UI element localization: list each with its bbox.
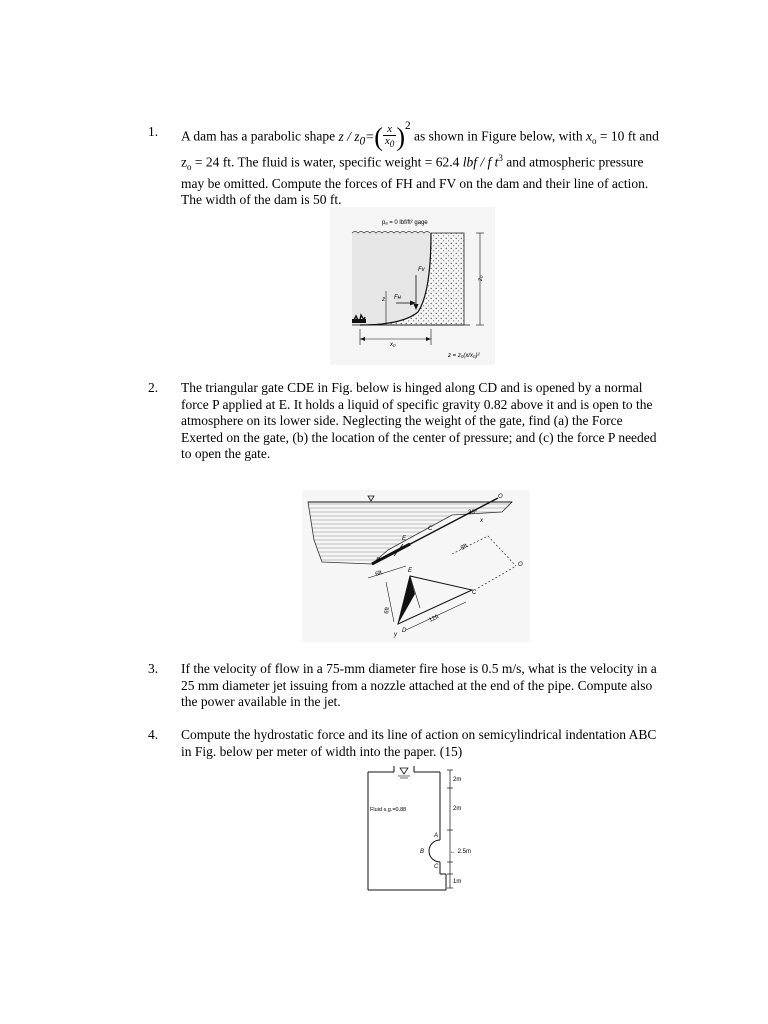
label-o-lower: O bbox=[518, 562, 523, 568]
dim-6ft-top: 6ft bbox=[374, 570, 383, 578]
label-d: D bbox=[376, 558, 381, 564]
problem-2-line-1: The triangular gate CDE in Fig. below is hinged along CD and is opened by a normal bbox=[181, 380, 643, 395]
problem-number: 1. bbox=[148, 124, 159, 139]
label-d-lower: D bbox=[402, 628, 407, 634]
problem-text bbox=[181, 727, 673, 760]
label-e: E bbox=[402, 536, 407, 542]
dim-top-2m: 2m bbox=[453, 777, 462, 783]
problem-3-line-2: 25 mm diameter jet issuing from a nozzle attached at the end of the pipe. Compute also bbox=[181, 677, 653, 693]
label-x-top: x bbox=[480, 518, 483, 524]
equation-lhs: $z / z_0=$ bbox=[338, 128, 375, 148]
problem-2-line-3: atmosphere on its lower side. Neglecting the weight of the gate, find (a) the Force bbox=[181, 413, 623, 428]
z-axis-label: z bbox=[382, 297, 385, 303]
label-y: y bbox=[394, 632, 397, 638]
figure-semicylindrical-indentation bbox=[364, 764, 474, 892]
label-e-lower: E bbox=[408, 568, 413, 574]
problem-2-line-4: Exerted on the gate, (b) the location of the center of pressure; and (c) the force P needed bbox=[181, 429, 657, 445]
problem-4-line-1: Compute the hydrostatic force and its line of action on semicylindrical indentation ABC bbox=[181, 727, 657, 742]
figure-parabolic-dam bbox=[330, 207, 495, 365]
problem-text bbox=[181, 116, 673, 209]
problem-1-line-3: may be omitted. Compute the forces of FH and FV on the dam and their line of action. bbox=[181, 175, 649, 191]
label-c-lower: C bbox=[472, 590, 477, 596]
z0-label: z₀ bbox=[478, 275, 484, 281]
problem-3-line-1: If the velocity of flow in a 75-mm diameter fire hose is 0.5 m/s, what is the velocity in a bbox=[181, 661, 657, 676]
problem-text bbox=[181, 380, 673, 463]
problem-1-line-2: $z_o = 24$ ft. The fluid is water, specific weight = 62.4 lbf / f $t^3$ and atmospheric pressure bbox=[181, 153, 644, 173]
angle-label: 30° bbox=[468, 510, 478, 516]
problem-4-line-2: in Fig. below per meter of width into the paper. (15) bbox=[181, 743, 463, 759]
dim-8ft: 8ft bbox=[460, 543, 469, 552]
dim-12ft: 12ft bbox=[428, 614, 440, 624]
label-b: B bbox=[420, 849, 425, 855]
problem-number: 2. bbox=[148, 380, 159, 395]
problem-1-line-4: The width of the dam is 50 ft. bbox=[181, 192, 342, 208]
dim-mid-2m: 2m bbox=[453, 806, 462, 812]
problem-number: 3. bbox=[148, 661, 159, 676]
label-o-top: O bbox=[498, 494, 503, 500]
problem-number: 4. bbox=[148, 727, 159, 742]
parabola-formula: z = z₀(x/x₀)² bbox=[448, 353, 480, 359]
free-surface-symbol bbox=[400, 768, 408, 774]
problem-2-line-2: force P applied at E. It holds a liquid of specific gravity 0.82 above it and is open to the bbox=[181, 396, 653, 412]
problem-3-line-3: the power available in the jet. bbox=[181, 694, 341, 709]
problem-2-line-5: to open the gate. bbox=[181, 446, 271, 461]
fv-label: Fv bbox=[418, 267, 425, 273]
atmospheric-pressure-label: pₐ = 0 lbf/ft² gage bbox=[382, 220, 428, 226]
x0-label: x₀ bbox=[390, 342, 396, 348]
label-a: A bbox=[434, 833, 439, 839]
semicircle-indentation bbox=[429, 840, 440, 862]
problem-text bbox=[181, 661, 673, 711]
equation-fraction: $\frac{x}{x_0}$ bbox=[384, 123, 395, 150]
figure-triangular-gate bbox=[302, 490, 530, 642]
label-c: C bbox=[434, 864, 439, 870]
dim-semicircle: ← 2.5m bbox=[450, 849, 472, 855]
problem-1-line-1: A dam has a parabolic shape $z / z_0=$( $\frac{x}{x_0}$ )$^2$ as shown in Figure below, with $x_o = 10$ ft and bbox=[181, 120, 659, 152]
dim-bottom-1m: 1m bbox=[453, 879, 462, 885]
label-c: C bbox=[428, 526, 433, 532]
dim-6ft-side: 6ft bbox=[384, 606, 392, 615]
fh-label: Fʜ bbox=[394, 295, 401, 301]
fluid-label: Fluid s.g.=0.88 bbox=[370, 807, 407, 813]
